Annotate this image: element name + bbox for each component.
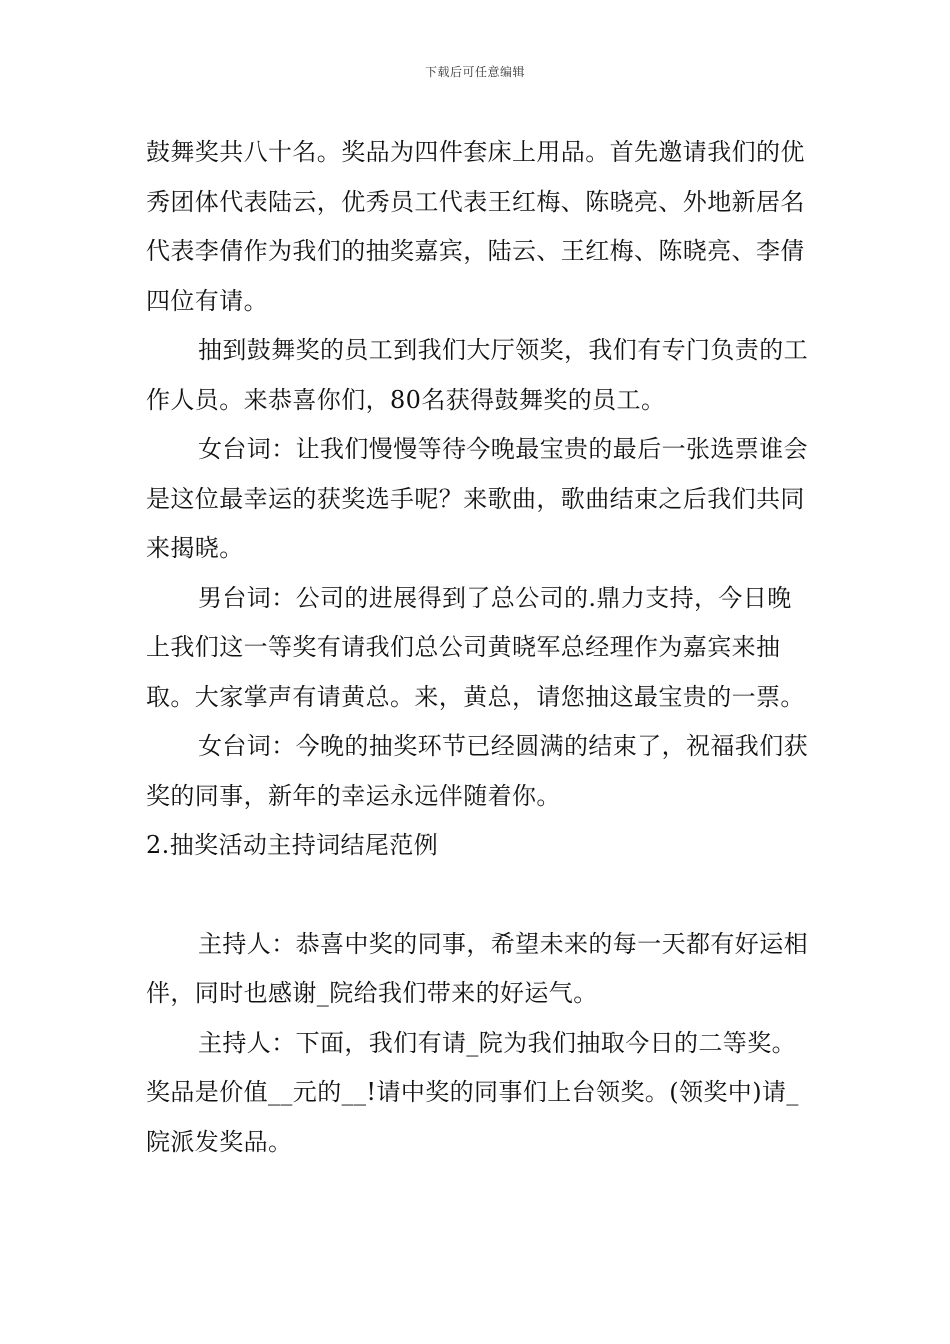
paragraph-female-host-1: 女台词：让我们慢慢等待今晚最宝贵的最后一张选票谁会是这位最幸运的获奖选手呢？来歌曲，歌曲结束之后我们共同来揭晓。 <box>146 435 808 562</box>
paragraph-female-host-2: 女台词：今晚的抽奖环节已经圆满的结束了，祝福我们获奖的同事，新年的幸运永远伴随着你。 <box>146 732 808 810</box>
paragraph-claim-prize: 抽到鼓舞奖的员工到我们大厅领奖，我们有专门负责的工作人员。来恭喜你们，80名获得鼓舞奖的员工。 <box>146 336 808 414</box>
paragraph-prize-intro: 鼓舞奖共八十名。奖品为四件套床上用品。首先邀请我们的优秀团体代表陆云，优秀员工代表王红梅、陈晓亮、外地新居名代表李倩作为我们的抽奖嘉宾，陆云、王红梅、陈晓亮、李倩四位有请。 <box>146 138 805 315</box>
paragraph-host-1: 主持人：恭喜中奖的同事，希望未来的每一天都有好运相伴，同时也感谢_院给我们带来的好运气。 <box>146 929 808 1007</box>
blank-line <box>146 871 816 920</box>
paragraph-host-2: 主持人：下面，我们有请_院为我们抽取今日的二等奖。奖品是价值__元的__!请中奖的同事们上台领奖。(领奖中)请_院派发奖品。 <box>146 1028 799 1156</box>
paragraph-male-host: 男台词：公司的进展得到了总公司的.鼎力支持，今日晚上我们这一等奖有请我们总公司黄晓军总经理作为嘉宾来抽取。大家掌声有请黄总。来，黄总，请您抽这最宝贵的一票。 <box>146 583 805 711</box>
document-body <box>146 128 816 1167</box>
page-header: 下载后可任意编辑 <box>424 65 525 79</box>
section-heading: 2.抽奖活动主持词结尾范例 <box>146 831 439 859</box>
